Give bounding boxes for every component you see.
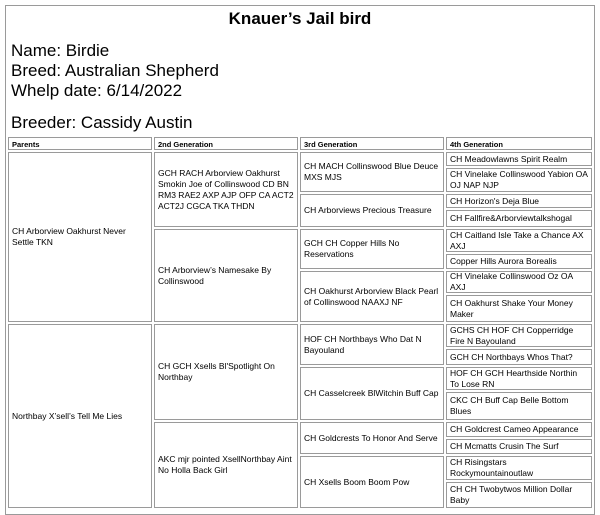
gen4-cell: CH Vinelake Collinswood Oz OA AXJ — [446, 271, 592, 293]
header-gen3: 3rd Generation — [300, 137, 444, 150]
gen3-cell: CH Goldcrests To Honor And Serve — [300, 422, 444, 454]
parent-cell: CH Arborview Oakhurst Never Settle TKN — [8, 152, 152, 322]
gen4-cell: CH Vinelake Collinswood Yabion OA OJ NAP NJP — [446, 168, 592, 192]
gen3-cell: CH Oakhurst Arborview Black Pearl of Collinswood NAAXJ NF — [300, 271, 444, 322]
dog-breed: Breed: Australian Shepherd — [11, 61, 219, 80]
gen4-cell: CH Fallfire&Arborviewtalkshogal — [446, 210, 592, 227]
gen4-cell: CKC CH Buff Cap Belle Bottom Blues — [446, 392, 592, 420]
breeder: Breeder: Cassidy Austin — [11, 113, 193, 132]
gen3-cell: CH Xsells Boom Boom Pow — [300, 456, 444, 508]
page-title: Knauer’s Jail bird — [228, 9, 372, 28]
gen4-cell: CH Meadowlawns Spirit Realm — [446, 152, 592, 166]
gen4-cell: CH Goldcrest Cameo Appearance — [446, 422, 592, 437]
gen4-cell: HOF CH GCH Hearthside Northin To Lose RN — [446, 367, 592, 390]
whelp-date: Whelp date: 6/14/2022 — [11, 81, 183, 100]
gen4-cell: Copper Hills Aurora Borealis — [446, 254, 592, 269]
parent-cell: Northbay X’sell’s Tell Me Lies — [8, 324, 152, 508]
gen3-cell: GCH CH Copper Hills No Reservations — [300, 229, 444, 269]
gen4-cell: CH Mcmatts Crusin The Surf — [446, 439, 592, 454]
gen3-cell: CH Casselcreek BlWitchin Buff Cap — [300, 367, 444, 420]
gen4-cell: GCHS CH HOF CH Copperridge Fire N Bayouland — [446, 324, 592, 347]
header-gen2: 2nd Generation — [154, 137, 298, 150]
gen4-cell: CH CH Twobytwos Million Dollar Baby — [446, 482, 592, 508]
gen4-cell: CH Oakhurst Shake Your Money Maker — [446, 295, 592, 322]
gen3-cell: CH MACH Collinswood Blue Deuce MXS MJS — [300, 152, 444, 192]
header-gen4: 4th Generation — [446, 137, 592, 150]
gen4-cell: GCH CH Northbays Whos That? — [446, 349, 592, 365]
gen3-cell: CH Arborviews Precious Treasure — [300, 194, 444, 227]
gen4-cell: CH Caitland Isle Take a Chance AX AXJ — [446, 229, 592, 252]
gen3-cell: HOF CH Northbays Who Dat N Bayouland — [300, 324, 444, 365]
gen2-cell: CH GCH Xsells Bl'Spotlight On Northbay — [154, 324, 298, 420]
gen4-cell: CH Horizon's Deja Blue — [446, 194, 592, 208]
header-parents: Parents — [8, 137, 152, 150]
gen4-cell: CH Risingstars Rockymountainoutlaw — [446, 456, 592, 480]
gen2-cell: AKC mjr pointed XsellNorthbay Aint No Holla Back Girl — [154, 422, 298, 508]
dog-name: Name: Birdie — [11, 41, 110, 60]
gen2-cell: CH Arborview’s Namesake By Collinswood — [154, 229, 298, 322]
gen2-cell: GCH RACH Arborview Oakhurst Smokin Joe of Collinswood CD BN RM3 RAE2 AXP AJP OFP CA ACT2 ACT2J CGCA TKA THDN — [154, 152, 298, 227]
